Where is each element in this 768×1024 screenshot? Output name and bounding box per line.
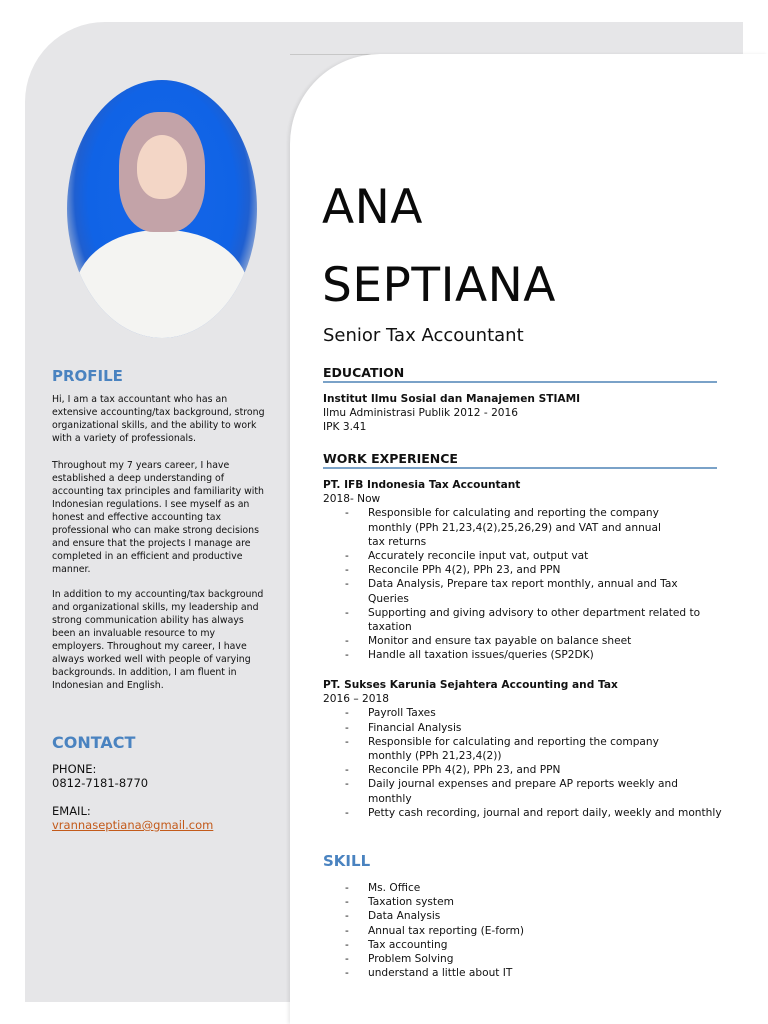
skill-list: [323, 881, 723, 980]
profile-paragraph-2: Throughout my 7 years career, I have established a deep understanding of accounting tax principles and familiarity with Indonesian regulations. I see myself as an honest and effective accounting tax professional who can make strong decisions and ensure that the projects I manage are completed in an efficient and productive manner.: [52, 460, 264, 575]
list-item: - Supporting and giving advisory to other department related to taxation: [323, 606, 723, 634]
photo-face: [137, 135, 187, 199]
profile-heading: PROFILE: [52, 367, 123, 385]
name-first: ANA: [322, 180, 423, 235]
list-item: - Petty cash recording, journal and report daily, weekly and monthly: [323, 806, 723, 820]
education-heading: EDUCATION: [323, 365, 717, 383]
education-degree: Ilmu Administrasi Publik 2012 - 2016: [323, 407, 519, 420]
list-item: - Ms. Office: [323, 881, 723, 895]
education-institution: Institut Ilmu Sosial dan Manajemen STIAMI: [323, 393, 581, 405]
profile-paragraph-1: Hi, I am a tax accountant who has an extensive accounting/tax background, strong organizational skills, and the ability to work with a variety of professionals.: [52, 394, 265, 444]
profile-paragraph-3: In addition to my accounting/tax background and organizational skills, my leadership and strong communication ability has always been an invaluable resource to my employers. Throughout my career, I have always worked well with people of varying backgrounds. In addition, I am fluent in Indonesian and English.: [52, 589, 264, 691]
contact-heading: CONTACT: [52, 733, 136, 752]
list-item: - Reconcile PPh 4(2), PPh 23, and PPN: [323, 563, 723, 577]
list-item: - Responsible for calculating and reporting the company monthly (PPh 21,23,4(2)): [323, 735, 723, 763]
job-1-duties: [323, 506, 723, 662]
list-item: - Reconcile PPh 4(2), PPh 23, and PPN: [323, 763, 723, 777]
list-item: - Tax accounting: [323, 938, 723, 952]
job-2-title: PT. Sukses Karunia Sejahtera Accounting and Tax: [323, 679, 618, 691]
list-item: - Annual tax reporting (E-form): [323, 924, 723, 938]
list-item: - Responsible for calculating and reporting the company monthly (PPh 21,23,4(2),25,26,29) and VAT and annual tax returns: [323, 506, 723, 549]
profile-photo: [67, 80, 257, 338]
list-item: - Monitor and ensure tax payable on balance sheet: [323, 634, 723, 648]
job-1-period: 2018- Now: [323, 493, 381, 506]
list-item: - Data Analysis: [323, 909, 723, 923]
list-item: - Data Analysis, Prepare tax report monthly, annual and Tax Queries: [323, 577, 723, 605]
list-item: - understand a little about IT: [323, 966, 723, 980]
list-item: - Daily journal expenses and prepare AP reports weekly and monthly: [323, 777, 723, 805]
list-item: - Financial Analysis: [323, 721, 723, 735]
skill-block: [323, 881, 723, 980]
phone-number[interactable]: 0812-7181-8770: [52, 776, 149, 790]
job-2: [323, 678, 723, 820]
skill-heading: SKILL: [323, 852, 371, 870]
job-1-title: PT. IFB Indonesia Tax Accountant: [323, 479, 521, 491]
education-block: [323, 392, 723, 435]
list-item: - Accurately reconcile input vat, output vat: [323, 549, 723, 563]
name-last: SEPTIANA: [322, 258, 556, 313]
top-band: [290, 22, 743, 55]
list-item: - Taxation system: [323, 895, 723, 909]
phone-label: PHONE:: [52, 762, 97, 776]
list-item: - Handle all taxation issues/queries (SP2DK): [323, 648, 723, 662]
list-item: - Payroll Taxes: [323, 706, 723, 720]
photo-shirt: [75, 230, 249, 338]
education-gpa: IPK 3.41: [323, 421, 367, 434]
job-1: [323, 478, 723, 663]
email-label: EMAIL:: [52, 804, 91, 818]
work-heading: WORK EXPERIENCE: [323, 451, 717, 469]
job-title: Senior Tax Accountant: [323, 325, 524, 346]
list-item: - Problem Solving: [323, 952, 723, 966]
email-link[interactable]: vrannaseptiana@gmail.com: [52, 818, 214, 832]
job-2-period: 2016 – 2018: [323, 693, 389, 706]
job-2-duties: [323, 706, 723, 820]
